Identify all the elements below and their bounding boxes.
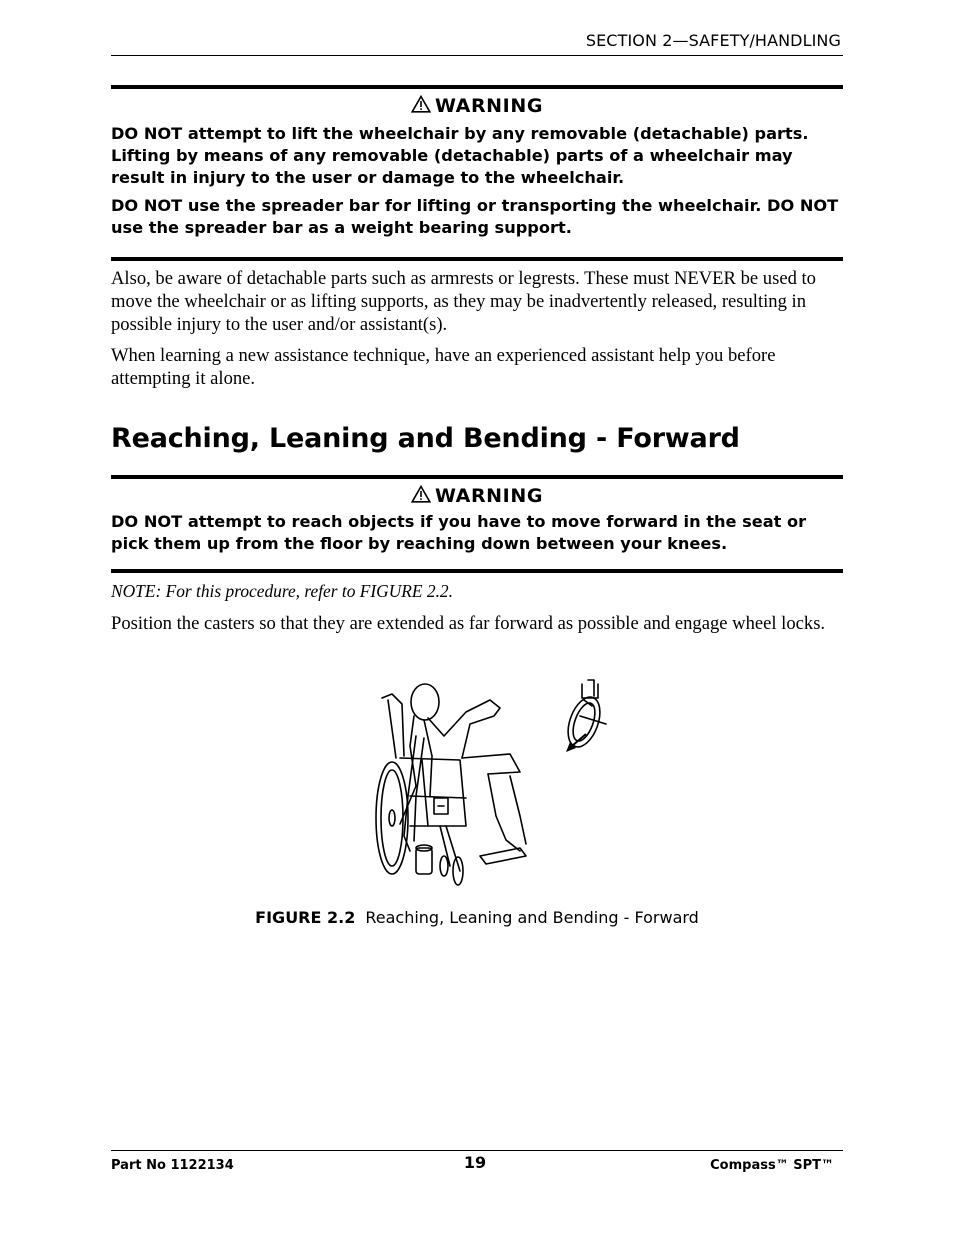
warning-triangle-icon xyxy=(411,95,431,113)
warning-triangle-icon xyxy=(411,485,431,503)
do-not-lead: DO NOT xyxy=(111,124,183,143)
footer-page-number: 19 xyxy=(463,1153,487,1172)
warning-paragraph-2 xyxy=(111,195,843,239)
warning-title-text: WARNING xyxy=(434,485,544,507)
do-not-lead: DO NOT xyxy=(111,196,183,215)
footer-part-number: Part No 1122134 xyxy=(111,1158,234,1173)
section-heading: Reaching, Leaning and Bending - Forward xyxy=(111,423,740,454)
warning-text: attempt to lift the wheelchair by any removable (detachable) parts. Lifting by means of any removable (detachable) parts of a wheelchair may result in injury to the user or damage to the wheelchair. xyxy=(111,124,809,187)
figure-caption xyxy=(0,908,954,927)
figure-caption-text: Reaching, Leaning and Bending - Forward xyxy=(365,908,699,927)
warning-box-lifting xyxy=(111,85,843,261)
footer-rule xyxy=(111,1150,843,1151)
figure-number: FIGURE 2.2 xyxy=(255,908,356,927)
body-paragraph-assistance: When learning a new assistance technique, have an experienced assistant help you before attempting it alone. xyxy=(111,345,776,389)
warning-text: use the spreader bar for lifting or transporting the wheelchair. DO NOT use the spreader bar as a weight bearing support. xyxy=(111,196,839,237)
wheelchair-reaching-illustration xyxy=(370,676,620,896)
do-not-lead: DO NOT xyxy=(111,512,183,531)
warning-text: attempt to reach objects if you have to move forward in the seat or pick them up from the floor by reaching down between your knees. xyxy=(111,512,807,553)
note-paragraph: NOTE: For this procedure, refer to FIGURE 2.2. xyxy=(111,581,453,601)
warning-paragraph-reaching xyxy=(111,511,843,555)
warning-box-reaching xyxy=(111,475,843,573)
section-header: SECTION 2—SAFETY/HANDLING xyxy=(585,31,841,50)
warning-title xyxy=(111,485,843,507)
warning-title xyxy=(111,95,843,117)
body-paragraph-detachable: Also, be aware of detachable parts such as armrests or legrests. These must NEVER be used to move the wheelchair or as lifting supports, as they may be inadvertently released, resulting in possible injury to the user and/or assistant(s). xyxy=(111,268,816,335)
body-paragraph-casters: Position the casters so that they are extended as far forward as possible and engage wheel locks. xyxy=(111,613,826,634)
header-rule xyxy=(111,55,843,56)
warning-paragraph-1 xyxy=(111,123,843,189)
footer-product-name: Compass™ SPT™ xyxy=(710,1158,834,1173)
warning-title-text: WARNING xyxy=(434,95,544,117)
